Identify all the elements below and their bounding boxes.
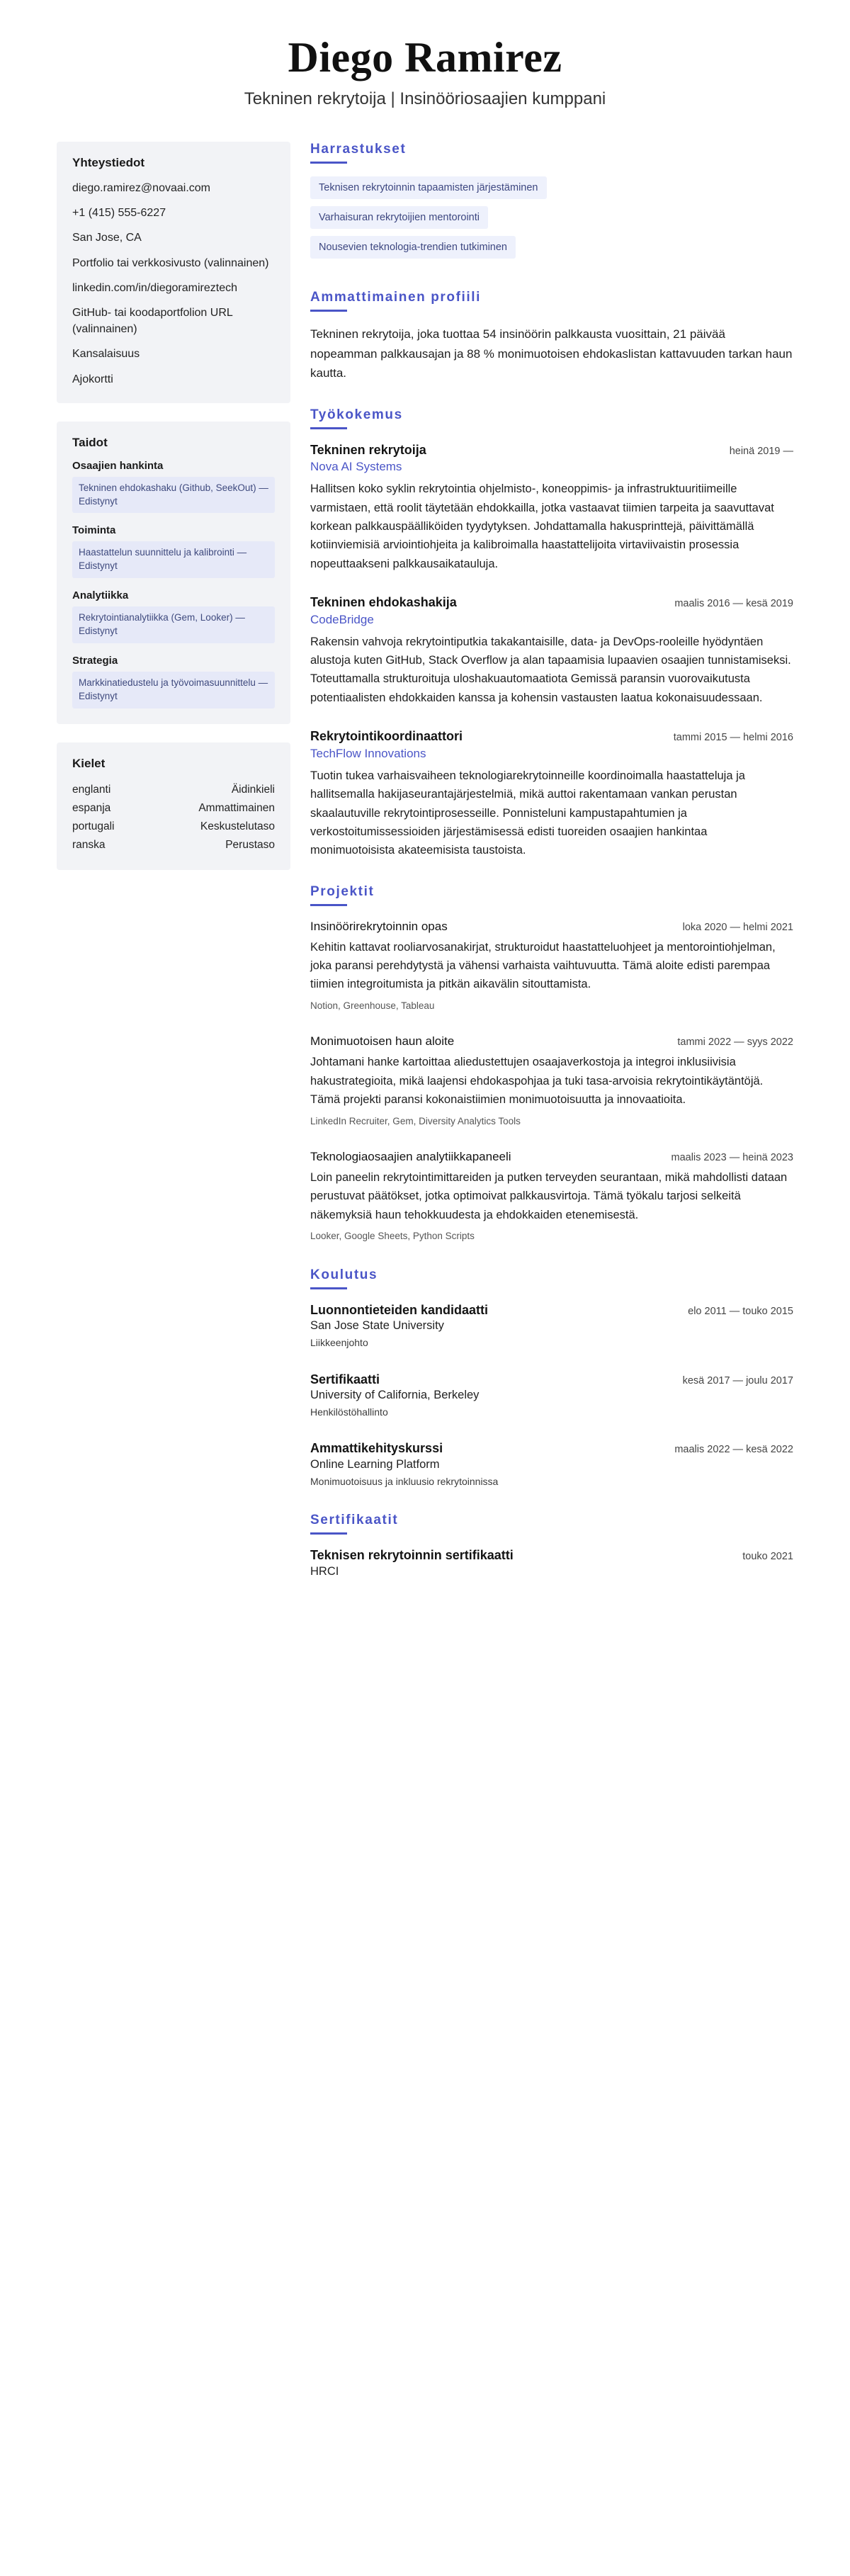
- section-certificates: [310, 1513, 793, 1578]
- entry-head: [310, 919, 793, 935]
- skill-chip: Markkinatiedustelu ja työvoimasuunnittelu — Edistynyt: [72, 672, 275, 708]
- contact-citizenship: Kansalaisuus: [72, 348, 140, 361]
- interest-chip: Varhaisuran rekrytoijien mentorointi: [310, 206, 488, 229]
- entry-title: Luonnontieteiden kandidaatti: [310, 1302, 488, 1317]
- section-rule: [310, 904, 347, 906]
- entry-description: Tuotin tukea varhaisvaiheen teknologiarekrytoinneille koordinoimalla haastatteluja ja hallitsemalla hakijaseurantajärjestelmiä, mikä auttoi rakentamaan vankan perustan skaalautuville rekrytointiprosesseille. Ponnisteluni kampustapahtumien ja verkostoitumissessioiden järjestämisessä edisti tuoreiden osaajien hankintaa monimuotoisista akateemisista taustoista.: [310, 769, 745, 857]
- language-name: englanti: [72, 783, 111, 796]
- entry-title: Teknisen rekrytoinnin sertifikaatti: [310, 1548, 514, 1563]
- contact-title: Yhteystiedot: [72, 156, 145, 169]
- entry-tools: LinkedIn Recruiter, Gem, Diversity Analytics Tools: [310, 1115, 521, 1126]
- contact-linkedin[interactable]: linkedin.com/in/diegoramireztech: [72, 281, 237, 294]
- entry-date: tammi 2015 — helmi 2016: [673, 732, 793, 744]
- education-entry: [310, 1372, 793, 1420]
- entry-description: Hallitsen koko syklin rekrytointia ohjelmisto-, koneoppimis- ja infrastruktuuritiimeille varmistaen, että roolit täytetään ehdokkailla, jotka vastaavat tiimien tarpeita ja saavuttavat korkean palkkauspäälliköiden tyydytyksen. Johdattamalla hakusprinttejä, päivittämällä kotiinviemisiä arviointiohjeita ja kalibroimalla haastattelijoita virtaviivaistin prosessia nopeuttaakseni palkkausaikatauluja.: [310, 482, 774, 570]
- entry-date: touko 2021: [742, 1551, 793, 1563]
- entry-head: [310, 1302, 793, 1319]
- experience-entry: [310, 728, 793, 860]
- entry-head: [310, 1440, 793, 1457]
- language-name: portugali: [72, 820, 115, 832]
- entry-org: Online Learning Platform: [310, 1458, 440, 1471]
- language-level: Ammattimainen: [198, 801, 275, 814]
- skill-chip: Haastattelun suunnittelu ja kalibrointi — Edistynyt: [72, 541, 275, 578]
- skill-group-name: Osaajien hankinta: [72, 459, 164, 472]
- language-row: [72, 836, 275, 854]
- section-title: Harrastukset: [310, 142, 407, 157]
- entry-date: tammi 2022 — syys 2022: [677, 1036, 793, 1049]
- main-content: [310, 142, 793, 1603]
- contact-location: San Jose, CA: [72, 232, 142, 244]
- entry-field: Liikkeenjohto: [310, 1337, 368, 1349]
- contact-email[interactable]: diego.ramirez@novaai.com: [72, 182, 210, 194]
- entry-description: Rakensin vahvoja rekrytointiputkia takakantaisille, data- ja DevOps-rooleille hyödyntäen alustoja kuten GitHub, Stack Overflow ja alan tapaamisia lupaavien osaajien tunnistamiseksi. Toteuttamalla strukturoituja uloshakuautomaatiota Gemissä paransin vuorovaikutusta potentiaalisten ehdokkaiden kanssa ja kohensin vastausten laatua kokonaisuudessaan.: [310, 635, 791, 704]
- skill-chip: Tekninen ehdokashaku (Github, SeekOut) — Edistynyt: [72, 477, 275, 514]
- entry-head: [310, 728, 793, 745]
- entry-org: TechFlow Innovations: [310, 746, 426, 760]
- skills-panel: [57, 422, 290, 724]
- section-title: Sertifikaatit: [310, 1513, 399, 1528]
- entry-head: [310, 594, 793, 611]
- headline: Tekninen rekrytoija | Insinööriosaajien kumppani: [244, 89, 606, 108]
- language-level: Äidinkieli: [231, 783, 275, 796]
- entry-title: Rekrytointikoordinaattori: [310, 729, 463, 744]
- skill-group-name: Analytiikka: [72, 589, 129, 602]
- section-rule: [310, 1532, 347, 1535]
- page-title: Diego Ramirez: [288, 34, 562, 81]
- education-entry: [310, 1302, 793, 1350]
- section-title: Ammattimainen profiili: [310, 290, 482, 305]
- language-name: ranska: [72, 838, 106, 851]
- entry-head: [310, 442, 793, 459]
- resume-header: [57, 34, 793, 109]
- entry-head: [310, 1149, 793, 1165]
- skill-group: [72, 460, 275, 514]
- entry-description: Kehitin kattavat rooliarvosanakirjat, strukturoidut haastatteluohjeet ja mentorointiohjelman, joka paransi perehdytystä ja vähensi varhaista vaihtuvuutta. Tämä aloite edisti parempaa tiimien integroitumista ja pitkän aikavälin sitouttamista.: [310, 940, 776, 991]
- entry-date: loka 2020 — helmi 2021: [682, 921, 793, 933]
- section-title: Koulutus: [310, 1267, 378, 1282]
- section-rule: [310, 1287, 347, 1289]
- entry-title: Tekninen rekrytoija: [310, 442, 426, 457]
- entry-title: Ammattikehityskurssi: [310, 1441, 443, 1456]
- languages-title: Kielet: [72, 756, 106, 770]
- entry-date: maalis 2016 — kesä 2019: [674, 598, 793, 610]
- entry-title: Sertifikaatti: [310, 1372, 380, 1386]
- language-row: [72, 799, 275, 818]
- language-level: Perustaso: [225, 838, 275, 851]
- section-experience: [310, 407, 793, 860]
- experience-entry: [310, 594, 793, 707]
- resume-body: [57, 142, 793, 1603]
- entry-org: HRCI: [310, 1564, 339, 1578]
- contact-portfolio: Portfolio tai verkkosivusto (valinnainen): [72, 256, 269, 269]
- entry-field: Monimuotoisuus ja inkluusio rekrytoinnissa: [310, 1476, 499, 1488]
- project-entry: [310, 919, 793, 1013]
- entry-date: maalis 2022 — kesä 2022: [674, 1444, 793, 1456]
- entry-title: Insinöörirekrytoinnin opas: [310, 919, 448, 933]
- language-row: [72, 781, 275, 799]
- entry-date: kesä 2017 — joulu 2017: [682, 1374, 793, 1386]
- skill-group: [72, 655, 275, 708]
- skill-group-name: Toiminta: [72, 524, 116, 537]
- section-rule: [310, 310, 347, 312]
- skill-group: [72, 524, 275, 578]
- entry-org: Nova AI Systems: [310, 460, 402, 474]
- section-title: Työkokemus: [310, 407, 403, 422]
- contact-phone: +1 (415) 555-6227: [72, 207, 166, 220]
- experience-entry: [310, 442, 793, 574]
- entry-head: [310, 1034, 793, 1050]
- education-entry: [310, 1440, 793, 1488]
- interest-chip-list: [310, 176, 793, 266]
- entry-tools: Looker, Google Sheets, Python Scripts: [310, 1231, 475, 1242]
- skill-group: [72, 589, 275, 643]
- profile-text: Tekninen rekrytoija, joka tuottaa 54 insinöörin palkkausta vuosittain, 21 päivää nopeamman palkkausajan ja 88 % monimuotoisen ehdokaslistan kattavuuden tarkan haun kautta.: [310, 327, 793, 380]
- entry-tools: Notion, Greenhouse, Tableau: [310, 1000, 435, 1011]
- entry-title: Tekninen ehdokashakija: [310, 595, 457, 610]
- language-name: espanja: [72, 801, 111, 814]
- interest-chip: Nousevien teknologia-trendien tutkiminen: [310, 236, 516, 259]
- certificate-entry: [310, 1547, 793, 1578]
- entry-org: San Jose State University: [310, 1319, 444, 1333]
- contact-driving-licence: Ajokortti: [72, 373, 113, 385]
- contact-github: GitHub- tai koodaportfolion URL (valinnainen): [72, 306, 233, 336]
- section-title: Projektit: [310, 883, 375, 899]
- section-education: [310, 1267, 793, 1489]
- interest-chip: Teknisen rekrytoinnin tapaamisten järjestäminen: [310, 176, 547, 199]
- skills-title: Taidot: [72, 435, 108, 449]
- section-projects: [310, 884, 793, 1243]
- sidebar: [57, 142, 290, 888]
- languages-panel: [57, 742, 290, 870]
- entry-org: University of California, Berkeley: [310, 1389, 480, 1402]
- entry-org: CodeBridge: [310, 612, 374, 626]
- entry-date: maalis 2023 — heinä 2023: [671, 1152, 793, 1164]
- project-entry: [310, 1034, 793, 1128]
- language-level: Keskustelutaso: [200, 820, 275, 832]
- project-entry: [310, 1149, 793, 1243]
- contact-panel: [57, 142, 290, 403]
- language-row: [72, 818, 275, 836]
- entry-head: [310, 1547, 793, 1564]
- skill-chip: Rekrytointianalytiikka (Gem, Looker) — Edistynyt: [72, 606, 275, 643]
- entry-head: [310, 1372, 793, 1389]
- entry-description: Johtamani hanke kartoittaa aliedustettujen osaajaverkostoja ja integroi inklusiivisia hakustrategioita, mikä laajensi ehdokaspohjaa ja tuki tasa-arvoisia rekrytointikäytäntöjä. Tämä projekti paransi kokonaistiimien monimuotoisuutta ja innovaatioita.: [310, 1056, 764, 1107]
- entry-title: Teknologiaosaajien analytiikkapaneeli: [310, 1150, 511, 1164]
- entry-date: elo 2011 — touko 2015: [688, 1305, 793, 1317]
- skill-group-name: Strategia: [72, 655, 118, 667]
- entry-date: heinä 2019 —: [729, 445, 793, 457]
- section-interests: [310, 142, 793, 266]
- section-profile: [310, 290, 793, 383]
- entry-title: Monimuotoisen haun aloite: [310, 1034, 455, 1049]
- entry-field: Henkilöstöhallinto: [310, 1406, 388, 1418]
- section-rule: [310, 427, 347, 429]
- entry-description: Loin paneelin rekrytointimittareiden ja putken terveyden seurantaan, mikä mahdollisti dataan perustuvat päätökset, jotka optimoivat palkkausvirtoja. Tämä työkalu tarjosi selkeitä näkemyksiä haun tehokkuudesta ja ehdokkaiden etenemisestä.: [310, 1171, 788, 1221]
- section-rule: [310, 162, 347, 164]
